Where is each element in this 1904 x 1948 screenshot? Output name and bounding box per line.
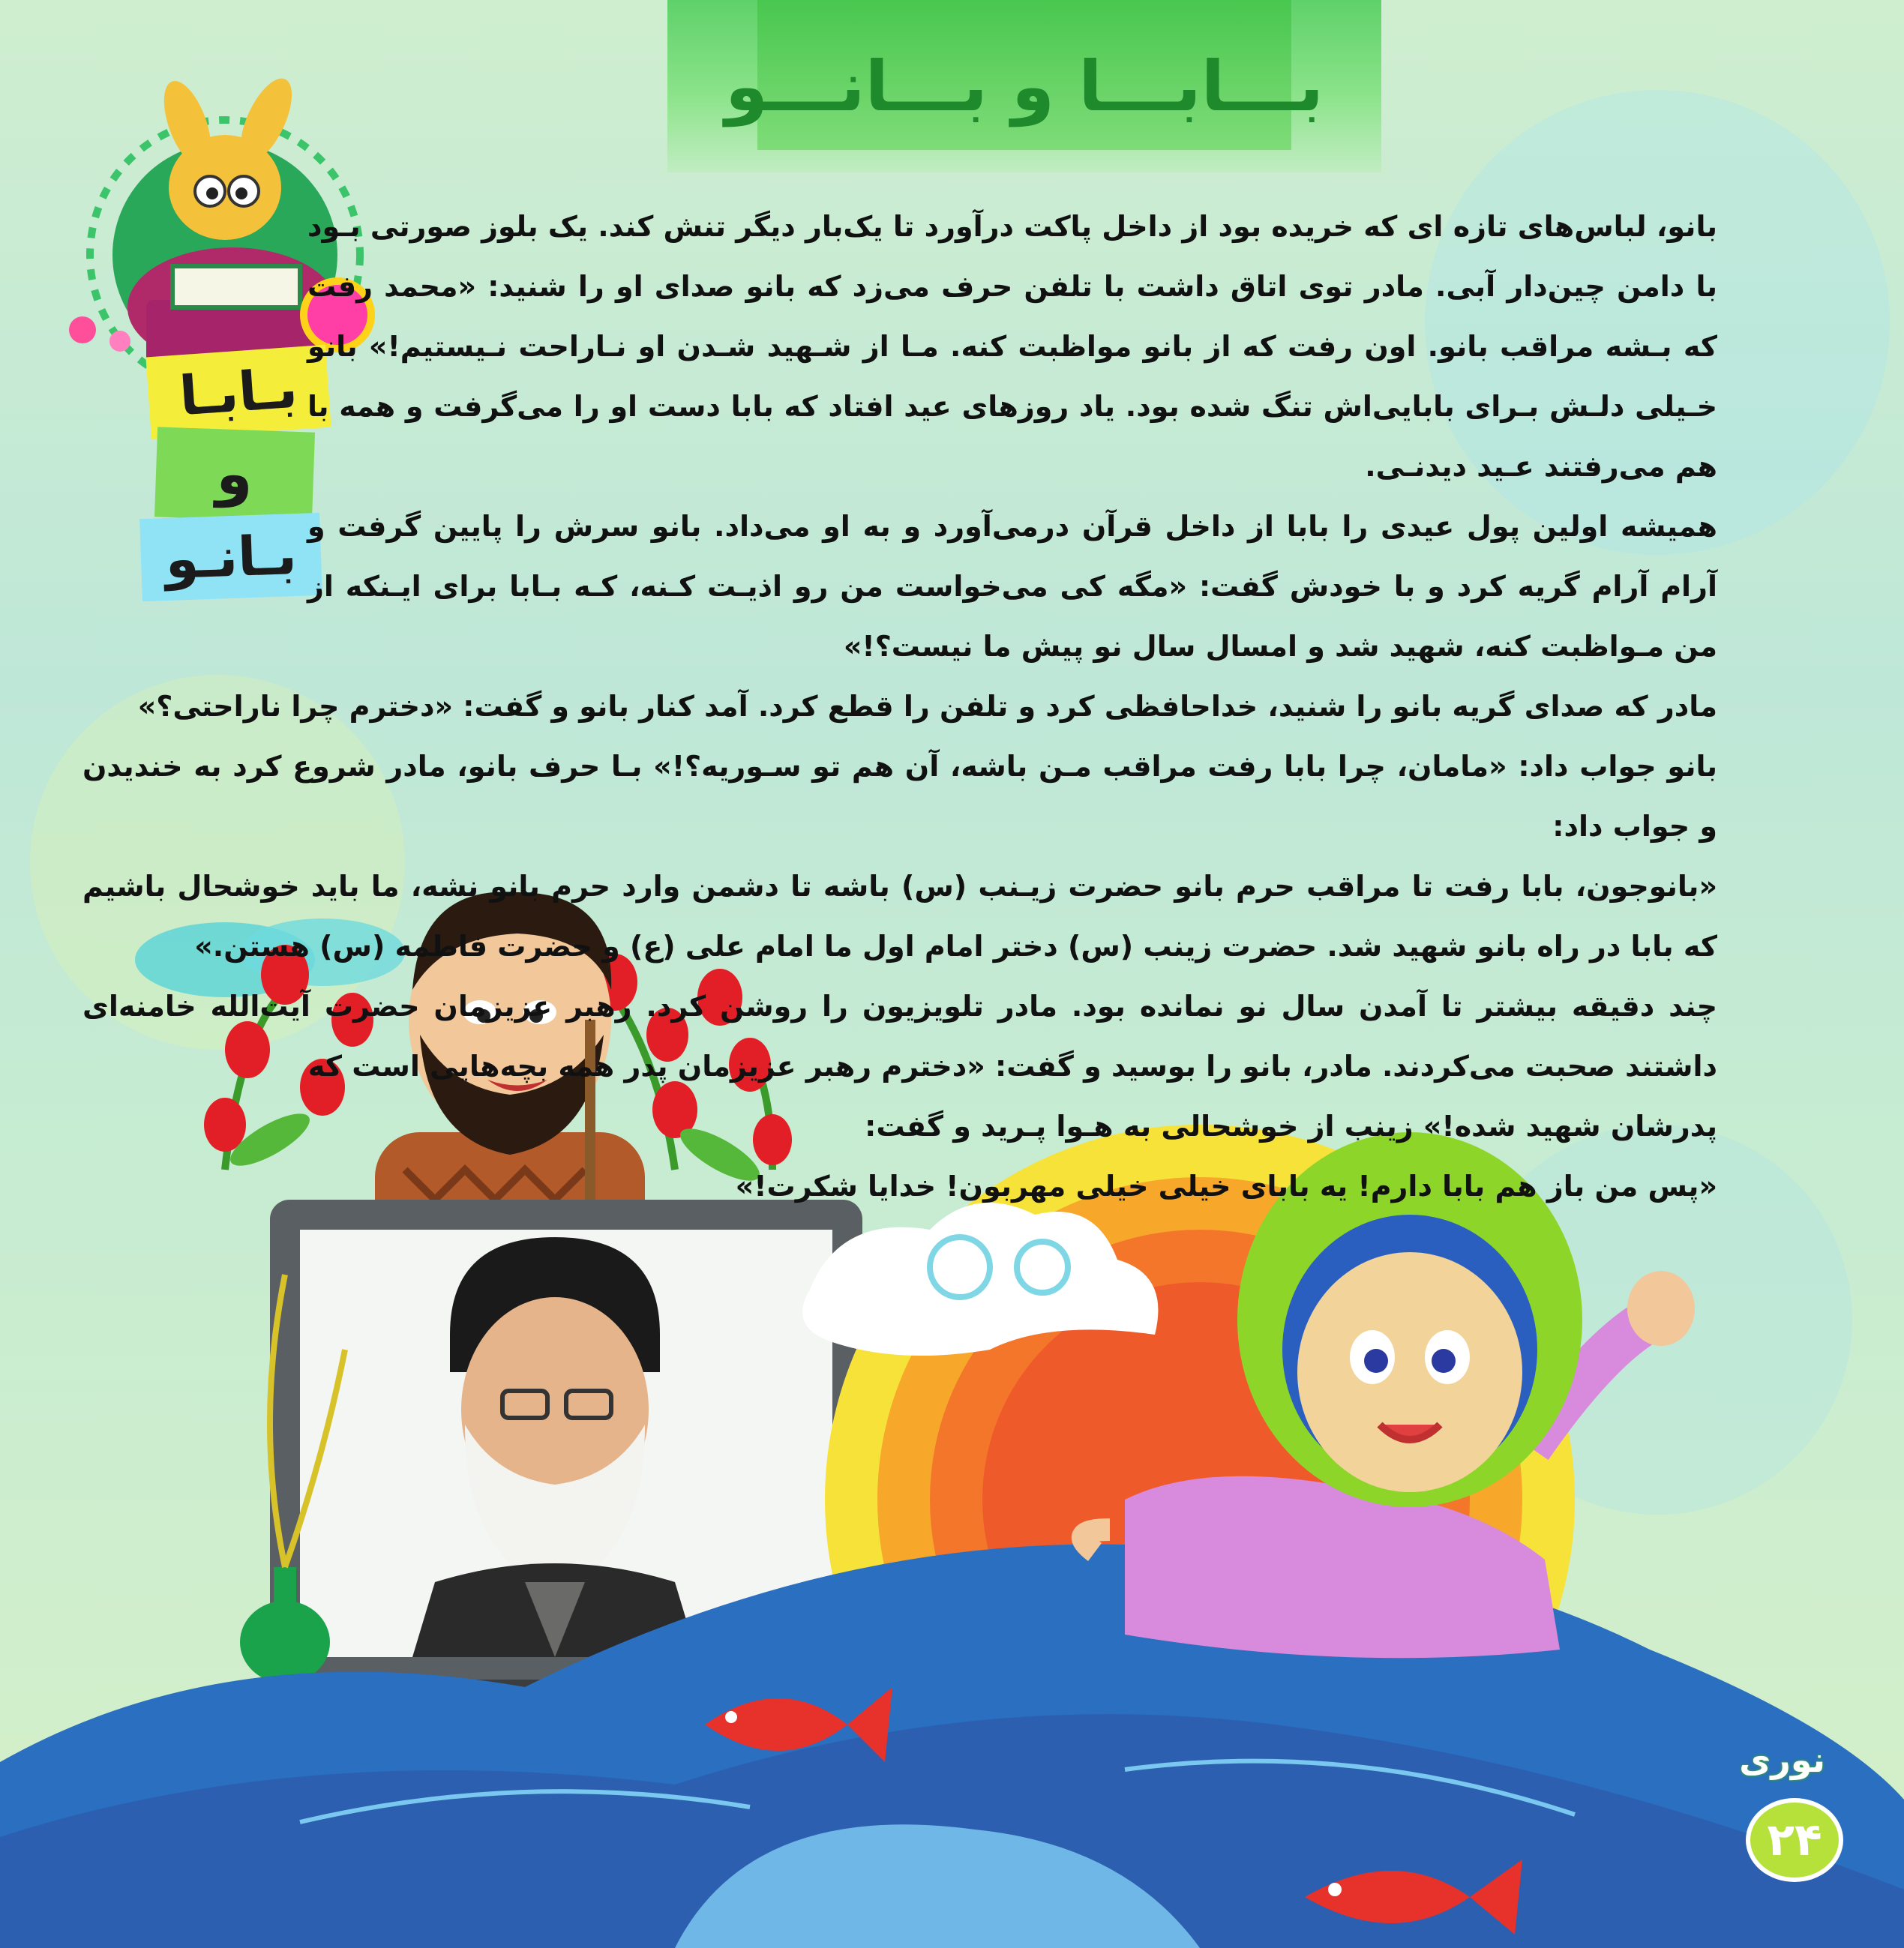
page-title: بـــابـــا و بـــانـــو (724, 46, 1324, 127)
story-paragraph: پدرشان شهید شده!» زینب از خوشحالی به هـوا پـرید و گفت: (865, 1110, 1717, 1143)
story-paragraph: بانو جواب داد: «مامان، چرا بابا رفت مراقب مـن باشه، آن هم تو سـوریه؟!» بـا حرف بانو، مادر شروع کرد به خندیدن و جواب داد: (82, 750, 1717, 843)
story-paragraph: «بانوجون، بابا رفت تا مراقب حرم بانو حضرت زیـنب (س) باشه تا دشمن وارد حرم بانو نشه، ما باید خوشحال باشیم که بابا در راه بانو شهید شد. حضرت زینب (س) دختر امام اول ما امام علی (ع) و حضرت فاطمه (س) هستن.» (82, 870, 1717, 963)
magazine-logo: نوری (1739, 1740, 1825, 1780)
story-paragraph: همیشه اولین پول عیدی را بابا از داخل قرآن درمی‌آورد و به او می‌داد. بانو سرش را پایین گرفت و آرام آرام گریه کرد و با خودش گفت: «مگه کی می‌خواست من رو اذیـت کـنه، کـه بـابا برای ایـنکه از من مـواظبت کنه، شهید شد و امسال سال نو پیش ما نیست؟!» (307, 510, 1717, 663)
badge-line-3: بـانـو (139, 513, 322, 601)
story-text (82, 196, 1717, 1216)
page-number: ۲۴ (1746, 1798, 1843, 1882)
title-banner (667, 0, 1381, 172)
story-paragraph: مادر که صدای گریه بانو را شنید، خداحافظی کرد و تلفن را قطع کرد. آمد کنار بانو و گفت: «دخترم چرا ناراحتی؟» (137, 690, 1717, 723)
story-paragraph: چند دقیقه بیشتر تا آمدن سال نو نمانده بود. مادر تلویزیون را روشن کرد. رهبر عزیزمان حضرت آیت‌الله خامنه‌ای داشتند صحبت می‌کردند. مادر، بانو را بوسید و گفت: «دخترم رهبر عزیزمان پدر همه بچه‌هایی است که (82, 990, 1717, 1083)
story-paragraph: بانو، لباس‌های تازه ای که خریده بود از داخل پاکت درآورد تا یک‌بار دیگر تنش کند. یک بلوز صورتی بـود با دامن چین‌دار آبی. مادر توی اتاق داشت با تلفن حرف می‌زد که بانو صدای او را شنید: «محمد رفت که بـشه مراقب بانو. اون رفت که از بانو مواظبت کنه. مـا از شـهید شـدن او نـاراحت نـیستیم!» بانو خـیلی دلـش بـرای بابایی‌اش تنگ شده بود. یاد روزهای عید افتاد که بابا دست او را می‌گرفت و همه با هم می‌رفتند عـید دیدنـی. (307, 210, 1717, 483)
badge-line-1: بـابـا (145, 345, 331, 439)
badge-line-2: و (154, 427, 315, 522)
story-paragraph: «پس من باز هم بابا دارم! یه بابای خیلی خیلی مهربون! خدایا شکرت!» (735, 1170, 1717, 1203)
